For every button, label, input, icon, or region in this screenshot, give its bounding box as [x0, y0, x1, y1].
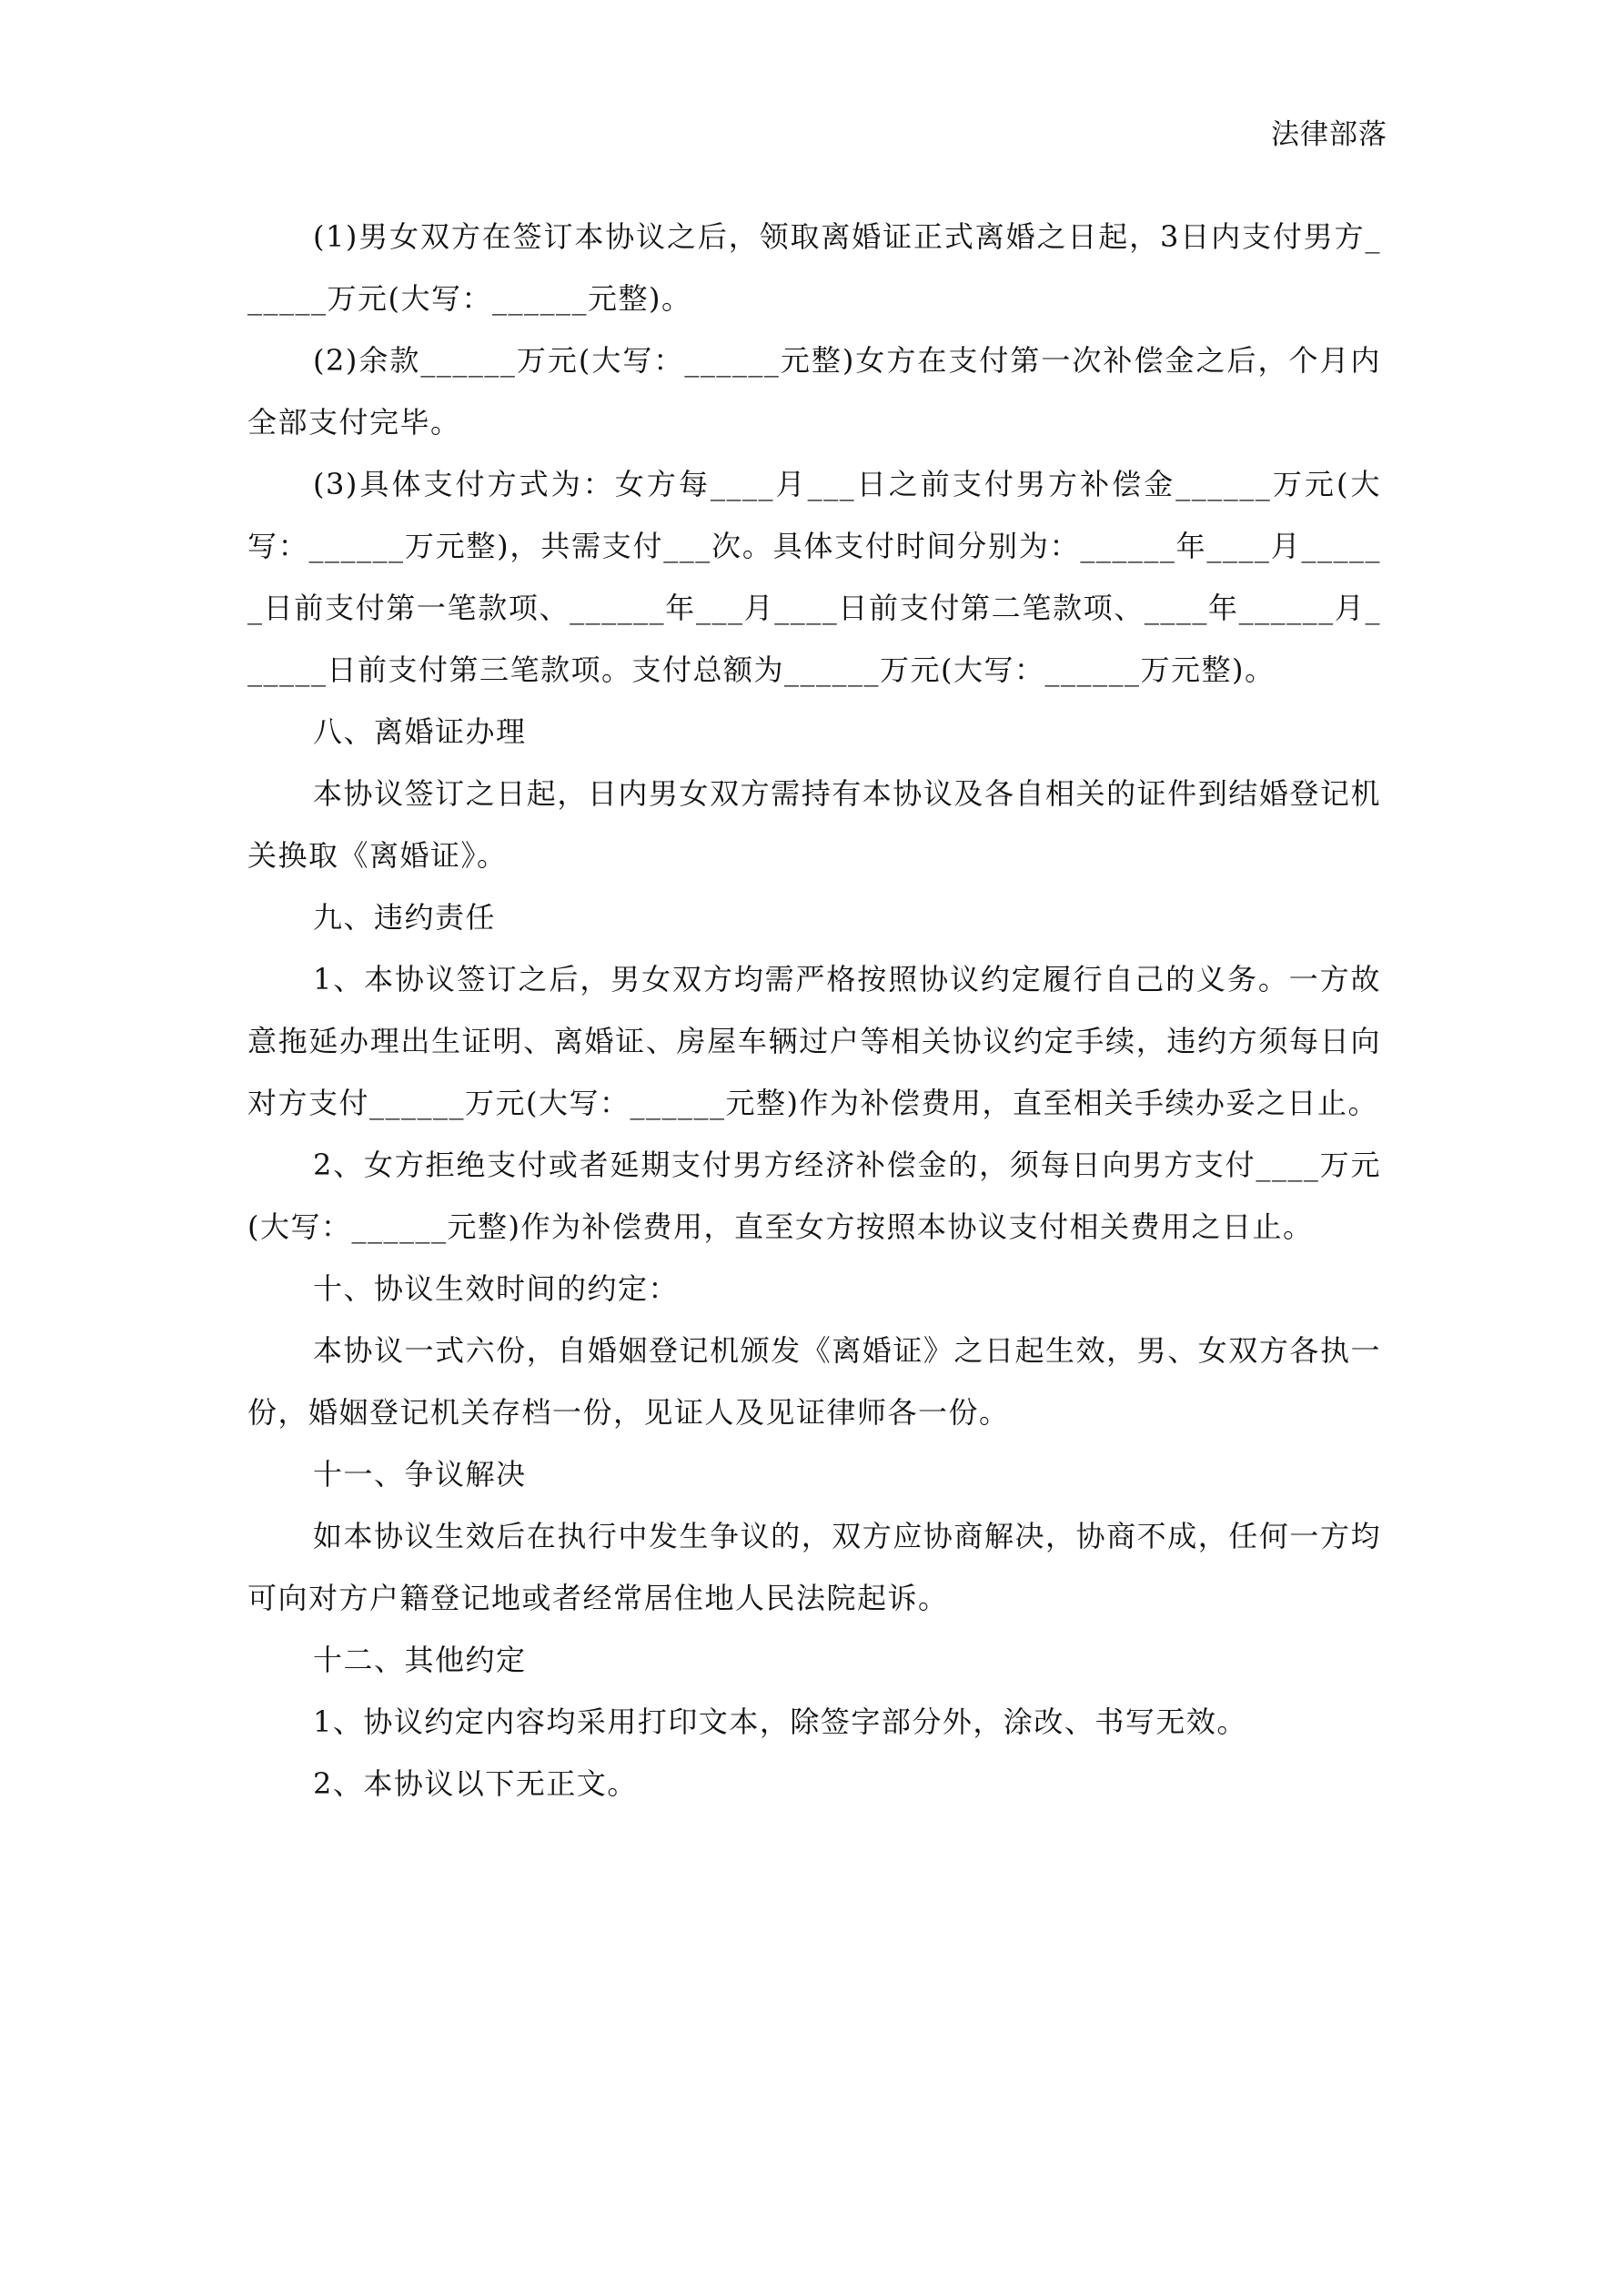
section-heading-breach-liability: 九、违约责任: [313, 900, 497, 935]
other-provision-1: 1、协议约定内容均采用打印文本，除签字部分外，涂改、书写无效。: [313, 1704, 1247, 1739]
divorce-certificate-paragraph: 本协议签订之日起，日内男女双方需持有本协议及各自相关的证件到结婚登记机关换取《离婚证》。: [247, 776, 1381, 873]
dispute-resolution-paragraph: 如本协议生效后在执行中发生争议的，双方应协商解决，协商不成，任何一方均可向对方户籍登记地或者经常居住地人民法院起诉。: [247, 1519, 1381, 1615]
section-heading-other-provisions: 十二、其他约定: [313, 1643, 527, 1677]
effective-date-paragraph: 本协议一式六份，自婚姻登记机颁发《离婚证》之日起生效，男、女双方各执一份，婚姻登记机关存档一份，见证人及见证律师各一份。: [247, 1333, 1381, 1430]
payment-clause-1: (1)男女双方在签订本协议之后，领取离婚证正式离婚之日起，3日内支付男方______万元(大写：______元整)。: [247, 219, 1381, 316]
page-header: 法律部落: [1271, 118, 1387, 151]
breach-clause-1: 1、本协议签订之后，男女双方均需严格按照协议约定履行自己的义务。一方故意拖延办理出生证明、离婚证、房屋车辆过户等相关协议约定手续，违约方须每日向对方支付______万元(大写：______元整)作为补偿费用，直至相关手续办妥之日止。: [247, 962, 1381, 1120]
payment-clause-2: (2)余款______万元(大写：______元整)女方在支付第一次补偿金之后，个月内全部支付完毕。: [247, 343, 1381, 440]
section-heading-dispute-resolution: 十一、争议解决: [313, 1457, 527, 1492]
section-heading-effective-date: 十、协议生效时间的约定：: [313, 1271, 680, 1306]
breach-clause-2: 2、女方拒绝支付或者延期支付男方经济补偿金的，须每日向男方支付____万元(大写：______元整)作为补偿费用，直至女方按照本协议支付相关费用之日止。: [247, 1148, 1381, 1244]
document-body: [247, 206, 1381, 1815]
section-heading-divorce-certificate: 八、离婚证办理: [313, 714, 527, 749]
other-provision-2: 2、本协议以下无正文。: [313, 1766, 638, 1801]
payment-clause-3: (3)具体支付方式为：女方每____月___日之前支付男方补偿金______万元(大写：______万元整)，共需支付___次。具体支付时间分别为：______年____月______日前支付第一笔款项、______年___月____日前支付第二笔款项、____年______月______日前支付第三笔款项。支付总额为______万元(大写：______万元整)。: [247, 467, 1381, 687]
